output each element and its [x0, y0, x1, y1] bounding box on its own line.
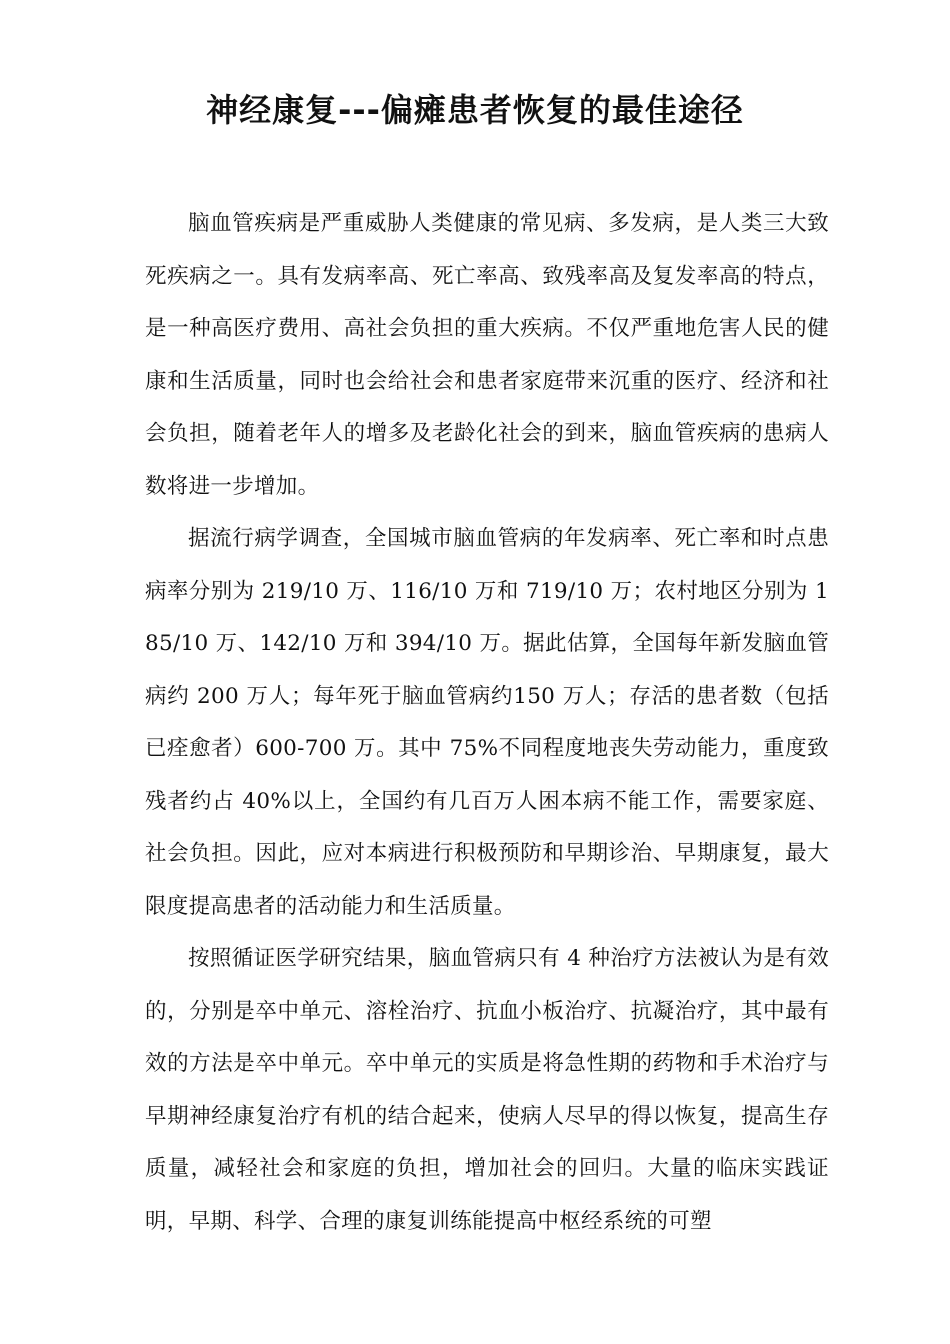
paragraph-2: 据流行病学调查，全国城市脑血管病的年发病率、死亡率和时点患病率分别为 219/10 万、116/10 万和 719/10 万；农村地区分别为 185/10 万、142/10 万和 394/10 万。据此估算，全国每年新发脑血管病约 200 万人；每年死于脑血管病约150 万人；存活的患者数（包括已痊愈者）600-700 万。其中 75%不同程度地丧失劳动能力，重度致残者约占 40%以上，全国约有几百万人困本病不能工作，需要家庭、社会负担。因此，应对本病进行积极预防和早期诊治、早期康复，最大限度提高患者的活动能力和生活质量。	[145, 526, 829, 919]
paragraph-1: 脑血管疾病是严重威胁人类健康的常见病、多发病，是人类三大致死疾病之一。具有发病率高、死亡率高、致残率高及复发率高的特点，是一种高医疗费用、高社会负担的重大疾病。不仅严重地危害人民的健康和生活质量，同时也会给社会和患者家庭带来沉重的医疗、经济和社会负担，随着老年人的增多及老龄化社会的到来，脑血管疾病的患病人数将进一步增加。	[145, 211, 829, 499]
document-title: 神经康复---偏瘫患者恢复的最佳途径	[206, 91, 744, 129]
paragraph-3: 按照循证医学研究结果，脑血管病只有 4 种治疗方法被认为是有效的，分别是卒中单元、溶栓治疗、抗血小板治疗、抗凝治疗，其中最有效的方法是卒中单元。卒中单元的实质是将急性期的药物和手术治疗与早期神经康复治疗有机的结合起来，使病人尽早的得以恢复，提高生存质量，减轻社会和家庭的负担，增加社会的回归。大量的临床实践证明，早期、科学、合理的康复训练能提高中枢经系统的可塑	[145, 946, 829, 1234]
document-body	[145, 198, 829, 1248]
